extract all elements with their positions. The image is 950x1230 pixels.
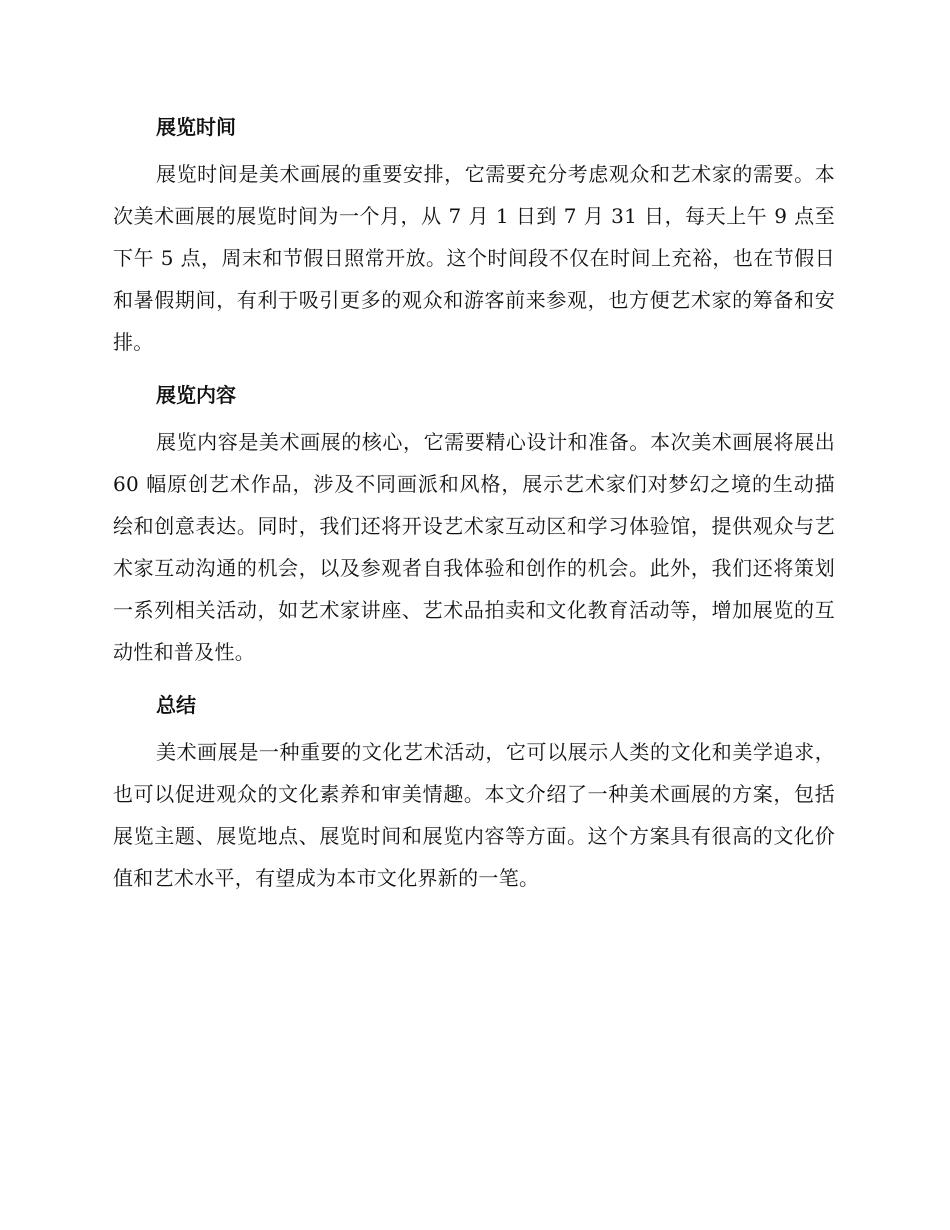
- section-paragraph: 美术画展是一种重要的文化艺术活动，它可以展示人类的文化和美学追求，也可以促进观众的文化素养和审美情趣。本文介绍了一种美术画展的方案，包括展览主题、展览地点、展览时间和展览内容等方面。这个方案具有很高的文化价值和艺术水平，有望成为本市文化界新的一笔。: [113, 740, 835, 890]
- document-body: [113, 108, 835, 912]
- section-summary: [113, 686, 835, 899]
- section-exhibition-content: [113, 376, 835, 673]
- section-heading: 展览内容: [156, 383, 236, 407]
- section-heading: 展览时间: [156, 115, 236, 139]
- section-exhibition-time: [113, 108, 835, 363]
- section-paragraph: 展览内容是美术画展的核心，它需要精心设计和准备。本次美术画展将展出 60 幅原创艺术作品，涉及不同画派和风格，展示艺术家们对梦幻之境的生动描绘和创意表达。同时，我们还将开设艺术家互动区和学习体验馆，提供观众与艺术家互动沟通的机会，以及参观者自我体验和创作的机会。此外，我们还将策划一系列相关活动，如艺术家讲座、艺术品拍卖和文化教育活动等，增加展览的互动性和普及性。: [113, 430, 835, 664]
- section-paragraph: 展览时间是美术画展的重要安排，它需要充分考虑观众和艺术家的需要。本次美术画展的展览时间为一个月，从 7 月 1 日到 7 月 31 日，每天上午 9 点至下午 5 点，周末和节假日照常开放。这个时间段不仅在时间上充裕，也在节假日和暑假期间，有利于吸引更多的观众和游客前来参观，也方便艺术家的筹备和安排。: [113, 162, 835, 354]
- section-heading: 总结: [156, 693, 196, 717]
